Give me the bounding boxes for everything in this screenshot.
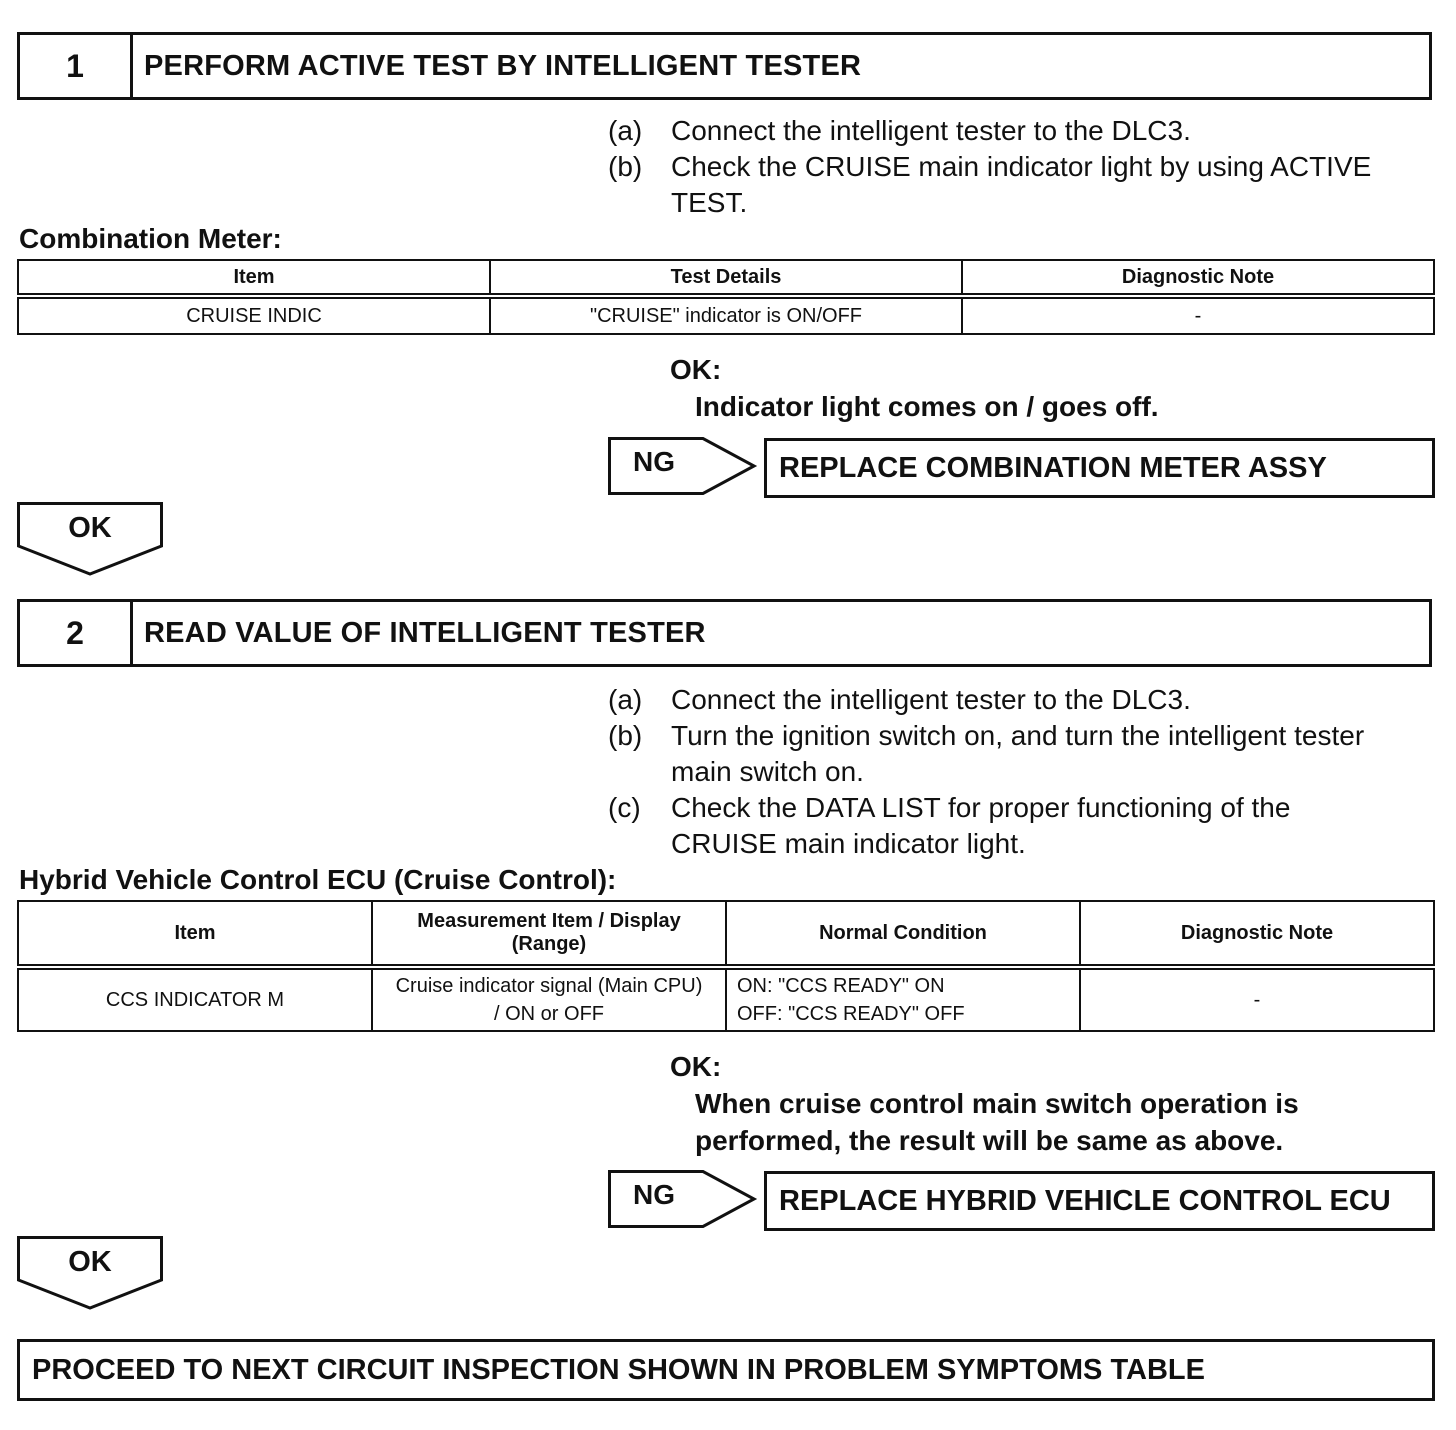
- ng-label: NG: [633, 446, 675, 477]
- ok-label: OK:: [670, 354, 722, 385]
- step2-number: 2: [20, 602, 133, 664]
- column-header: Item: [18, 901, 372, 967]
- step1-ng-arrow: [608, 437, 758, 495]
- ng-label: NG: [633, 1179, 675, 1210]
- instruction-item: (a) Connect the intelligent tester to the DLC3.: [608, 684, 1191, 715]
- ok-text-line: When cruise control main switch operation is: [695, 1088, 1299, 1119]
- step2-table-title: Hybrid Vehicle Control ECU (Cruise Control):: [19, 864, 617, 895]
- table-row: CRUISE INDIC "CRUISE" indicator is ON/OFF -: [18, 296, 1434, 334]
- step2-ok-condition: [670, 1048, 1299, 1159]
- table-row: CCS INDICATOR M Cruise indicator signal (Main CPU) / ON or OFF ON: "CCS READY" ON OFF: "CCS READY" OFF -: [18, 967, 1434, 1031]
- instruction-item: (a) Connect the intelligent tester to the DLC3.: [608, 115, 1191, 146]
- instruction-item: (b) Check the CRUISE main indicator light by using ACTIVE TEST.: [608, 151, 1372, 218]
- step1-table-title: Combination Meter:: [19, 223, 282, 254]
- column-header: Diagnostic Note: [962, 260, 1434, 296]
- step1-number: 1: [20, 35, 133, 97]
- step2-instructions: [608, 682, 1438, 862]
- hybrid-ecu-table: [17, 900, 1435, 1032]
- step2-ng-result: REPLACE HYBRID VEHICLE CONTROL ECU: [764, 1171, 1435, 1231]
- step1-instructions: [608, 113, 1438, 221]
- step2-header: [17, 599, 1432, 667]
- ng-arrow-icon: [608, 1170, 758, 1228]
- step2-ok-arrow: [17, 1236, 163, 1310]
- step1-header: [17, 32, 1432, 100]
- step1-title: PERFORM ACTIVE TEST BY INTELLIGENT TESTER: [144, 49, 862, 82]
- final-instruction: PROCEED TO NEXT CIRCUIT INSPECTION SHOWN IN PROBLEM SYMPTOMS TABLE: [17, 1339, 1435, 1401]
- combination-meter-table: [17, 259, 1435, 335]
- column-header: Item: [18, 260, 490, 296]
- ok-text-line: performed, the result will be same as above.: [695, 1125, 1284, 1156]
- ok-arrow-label: OK: [68, 1246, 112, 1278]
- instruction-item: (c) Check the DATA LIST for proper functioning of the CRUISE main indicator light.: [608, 792, 1291, 859]
- step1-ok-arrow: [17, 502, 163, 576]
- instruction-item: (b) Turn the ignition switch on, and turn the intelligent tester main switch on.: [608, 720, 1365, 787]
- ng-arrow-icon: [608, 437, 758, 495]
- ok-arrow-label: OK: [68, 512, 112, 544]
- step1-ng-result: REPLACE COMBINATION METER ASSY: [764, 438, 1435, 498]
- step1-ok-condition: [670, 351, 1159, 425]
- column-header: Diagnostic Note: [1080, 901, 1434, 967]
- column-header: Test Details: [490, 260, 962, 296]
- ok-text: Indicator light comes on / goes off.: [695, 391, 1159, 422]
- step2-ng-arrow: [608, 1170, 758, 1228]
- column-header: Normal Condition: [726, 901, 1080, 967]
- step2-title: READ VALUE OF INTELLIGENT TESTER: [144, 616, 706, 649]
- column-header: Measurement Item / Display (Range): [372, 901, 726, 967]
- ok-label: OK:: [670, 1051, 722, 1082]
